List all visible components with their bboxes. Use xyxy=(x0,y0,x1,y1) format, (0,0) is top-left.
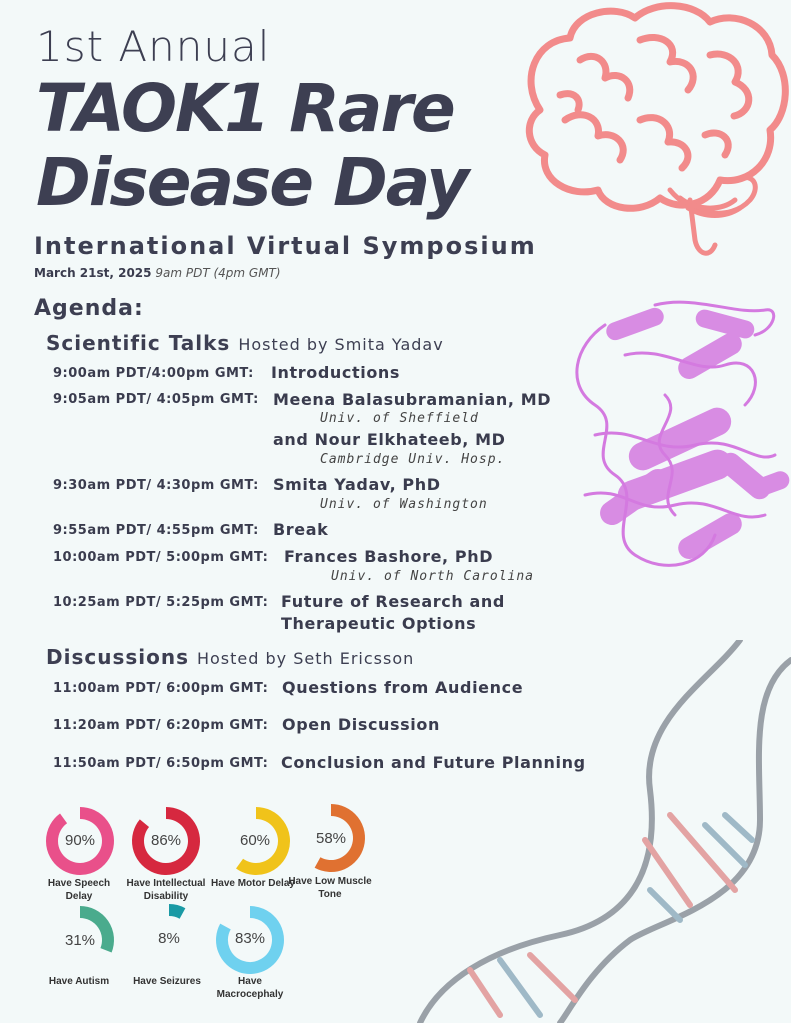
title-line-1: 1st Annual xyxy=(36,22,271,71)
stat-label: Have Macrocephaly xyxy=(216,976,284,1000)
agenda-event: Questions from Audience xyxy=(282,678,524,697)
stat-percent: 8% xyxy=(158,930,180,947)
brain-icon xyxy=(520,0,791,262)
agenda-time: 10:00am PDT/ 5:00pm GMT: xyxy=(53,550,269,565)
scientific-talks-host: Hosted by Smita Yadav xyxy=(238,335,444,354)
stat-percent: 83% xyxy=(234,930,266,947)
agenda-time: 10:25am PDT/ 5:25pm GMT: xyxy=(53,595,269,610)
agenda-event: Conclusion and Future Planning xyxy=(281,753,586,772)
stat-percent: 31% xyxy=(64,932,96,949)
discussions-heading xyxy=(46,645,414,669)
agenda-affiliation: Univ. of North Carolina xyxy=(331,569,535,584)
agenda-event: Introductions xyxy=(271,363,401,382)
stat-percent: 90% xyxy=(64,832,96,849)
scientific-talks-heading xyxy=(46,331,444,355)
stat-percent: 86% xyxy=(150,832,182,849)
agenda-time: 11:00am PDT/ 6:00pm GMT: xyxy=(53,681,269,696)
subtitle: International Virtual Symposium xyxy=(34,232,537,260)
agenda-event: Open Discussion xyxy=(282,715,440,734)
protein-icon xyxy=(565,295,791,595)
stat-label: Have Speech Delay xyxy=(47,878,111,902)
stat-label: Have Intellectual Disability xyxy=(126,878,206,902)
event-time: 9am PDT (4pm GMT) xyxy=(155,266,281,280)
agenda-time: 9:00am PDT/4:00pm GMT: xyxy=(53,366,254,381)
stat-label: Have Autism xyxy=(48,976,110,987)
agenda-time: 9:05am PDT/ 4:05pm GMT: xyxy=(53,392,259,407)
agenda-event: Future of Research and xyxy=(281,592,505,611)
agenda-event: Smita Yadav, PhD xyxy=(273,475,441,494)
title-line-2: TAOK1 Rare xyxy=(36,70,454,147)
date-line xyxy=(34,266,281,280)
agenda-time: 11:50am PDT/ 6:50pm GMT: xyxy=(53,756,269,771)
agenda-event: Break xyxy=(273,520,329,539)
stat-label: Have Motor Delay xyxy=(211,878,295,889)
dna-helix-icon xyxy=(400,640,791,1023)
scientific-talks-title: Scientific Talks xyxy=(46,331,231,355)
title-line-3: Disease Day xyxy=(36,144,468,221)
agenda-affiliation: Univ. of Washington xyxy=(320,497,488,512)
agenda-time: 11:20am PDT/ 6:20pm GMT: xyxy=(53,718,269,733)
agenda-event: Therapeutic Options xyxy=(281,614,477,633)
event-date: March 21st, 2025 xyxy=(34,266,152,280)
agenda-affiliation: Univ. of Sheffield xyxy=(320,411,479,426)
discussions-title: Discussions xyxy=(46,645,190,669)
agenda-affiliation: Cambridge Univ. Hosp. xyxy=(320,452,506,467)
agenda-heading: Agenda: xyxy=(34,296,144,321)
agenda-event: and Nour Elkhateeb, MD xyxy=(273,430,506,449)
stat-percent: 58% xyxy=(315,830,347,847)
stat-label: Have Seizures xyxy=(133,976,201,987)
agenda-event: Meena Balasubramanian, MD xyxy=(273,390,552,409)
stat-label: Have Low Muscle Tone xyxy=(288,876,372,900)
agenda-event: Frances Bashore, PhD xyxy=(284,547,494,566)
agenda-time: 9:30am PDT/ 4:30pm GMT: xyxy=(53,478,259,493)
discussions-host: Hosted by Seth Ericsson xyxy=(196,649,415,668)
agenda-time: 9:55am PDT/ 4:55pm GMT: xyxy=(53,523,259,538)
stat-percent: 60% xyxy=(239,832,271,849)
donut-ring xyxy=(169,910,182,913)
